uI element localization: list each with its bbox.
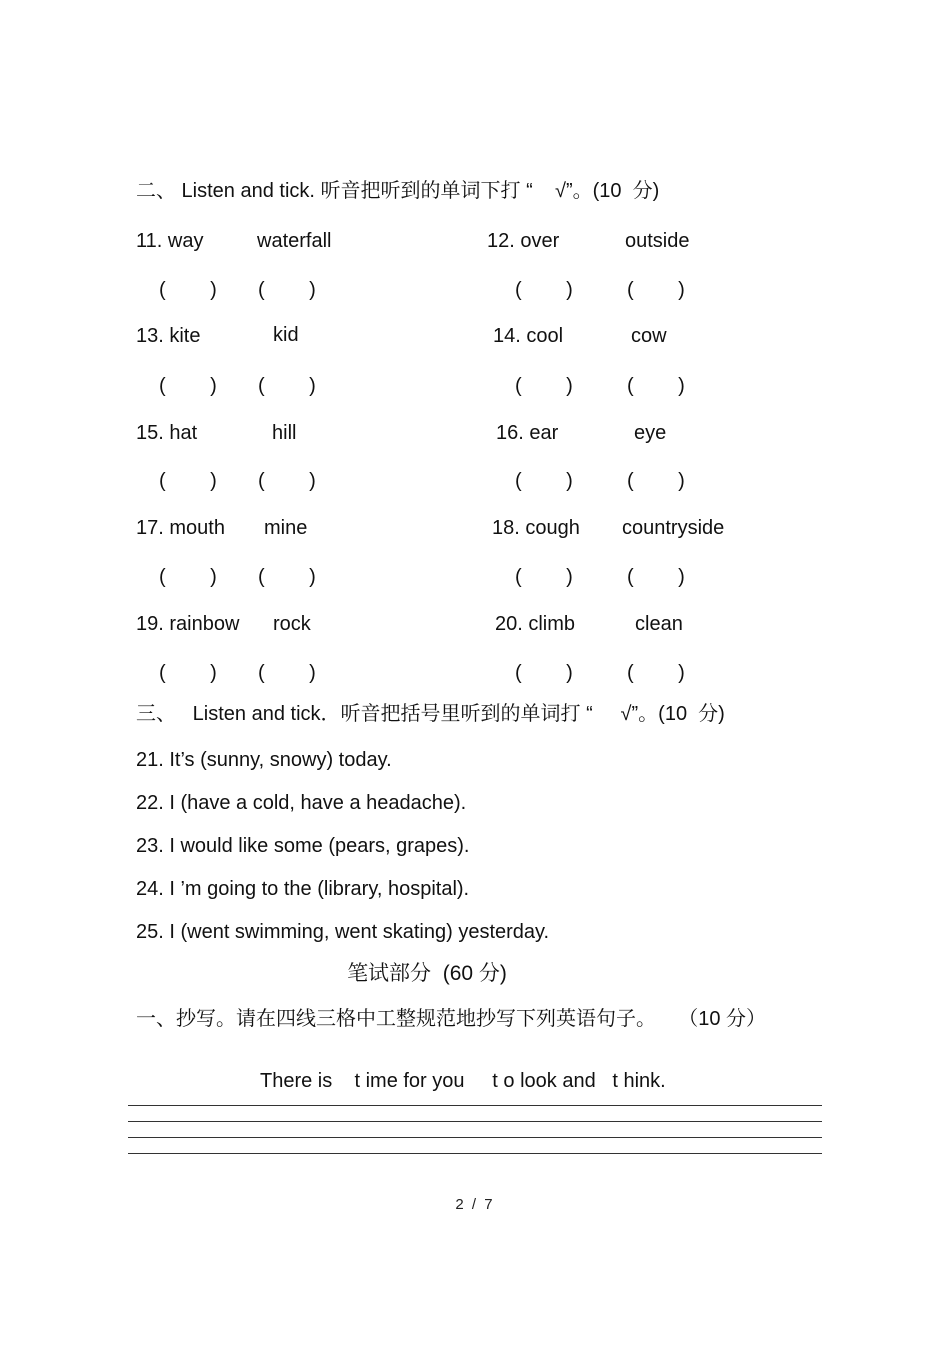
writing-line-1 (128, 1105, 822, 1106)
copy-section-heading: 一、抄写。请在四线三格中工整规范地抄写下列英语句子。 （10 分） (136, 1008, 767, 1030)
answer-blank: ( ) (258, 279, 316, 301)
sentence-23: 23. I would like some (pears, grapes). (136, 835, 470, 857)
section2-heading: 二、 Listen and tick. 听音把听到的单词下打 “ √”。(10 分) (136, 180, 660, 202)
item-15-word1: 15. hat (136, 422, 198, 444)
answer-blank: ( ) (258, 470, 316, 492)
answer-blank: ( ) (627, 662, 685, 684)
answer-blank: ( ) (159, 375, 217, 397)
item-20-word1: 20. climb (495, 613, 576, 635)
sentence-22: 22. I (have a cold, have a headache). (136, 792, 467, 814)
item-15-word2: hill (272, 422, 297, 444)
answer-blank: ( ) (515, 566, 573, 588)
item-17-word1: 17. mouth (136, 517, 225, 539)
answer-blank: ( ) (159, 279, 217, 301)
written-part-title: 笔试部分 (60 分) (347, 962, 507, 985)
copy-sentence: There is t ime for you t o look and t hink. (260, 1070, 666, 1092)
item-16-word2: eye (634, 422, 667, 444)
writing-line-2 (128, 1121, 822, 1122)
item-16-word1: 16. ear (496, 422, 559, 444)
item-20-word2: clean (635, 613, 683, 635)
item-19-word2: rock (273, 613, 311, 635)
answer-blank: ( ) (258, 662, 316, 684)
item-18-word2: countryside (622, 517, 725, 539)
answer-blank: ( ) (627, 375, 685, 397)
writing-line-4 (128, 1153, 822, 1154)
sentence-24: 24. I ’m going to the (library, hospital). (136, 878, 470, 900)
item-18-word1: 18. cough (492, 517, 580, 539)
item-12-word1: 12. over (487, 230, 560, 252)
item-19-word1: 19. rainbow (136, 613, 240, 635)
answer-blank: ( ) (159, 566, 217, 588)
item-13-word1: 13. kite (136, 325, 201, 347)
answer-blank: ( ) (159, 662, 217, 684)
page-number: 2 / 7 (455, 1196, 495, 1213)
answer-blank: ( ) (627, 279, 685, 301)
item-14-word1: 14. cool (493, 325, 564, 347)
sentence-21: 21. It’s (sunny, snowy) today. (136, 749, 392, 771)
answer-blank: ( ) (159, 470, 217, 492)
writing-line-3 (128, 1137, 822, 1138)
answer-blank: ( ) (515, 375, 573, 397)
item-12-word2: outside (625, 230, 690, 252)
answer-blank: ( ) (515, 662, 573, 684)
section3-heading: 三、 Listen and tick．听音把括号里听到的单词打 “ √”。(10 分) (136, 703, 725, 725)
answer-blank: ( ) (258, 375, 316, 397)
answer-blank: ( ) (515, 470, 573, 492)
answer-blank: ( ) (627, 566, 685, 588)
answer-blank: ( ) (515, 279, 573, 301)
item-14-word2: cow (631, 325, 667, 347)
answer-blank: ( ) (258, 566, 316, 588)
item-11-word2: waterfall (257, 230, 332, 252)
item-13-word2: kid (273, 324, 299, 346)
answer-blank: ( ) (627, 470, 685, 492)
item-17-word2: mine (264, 517, 308, 539)
sentence-25: 25. I (went swimming, went skating) yesterday. (136, 921, 550, 943)
item-11-word1: 11. way (136, 230, 204, 252)
